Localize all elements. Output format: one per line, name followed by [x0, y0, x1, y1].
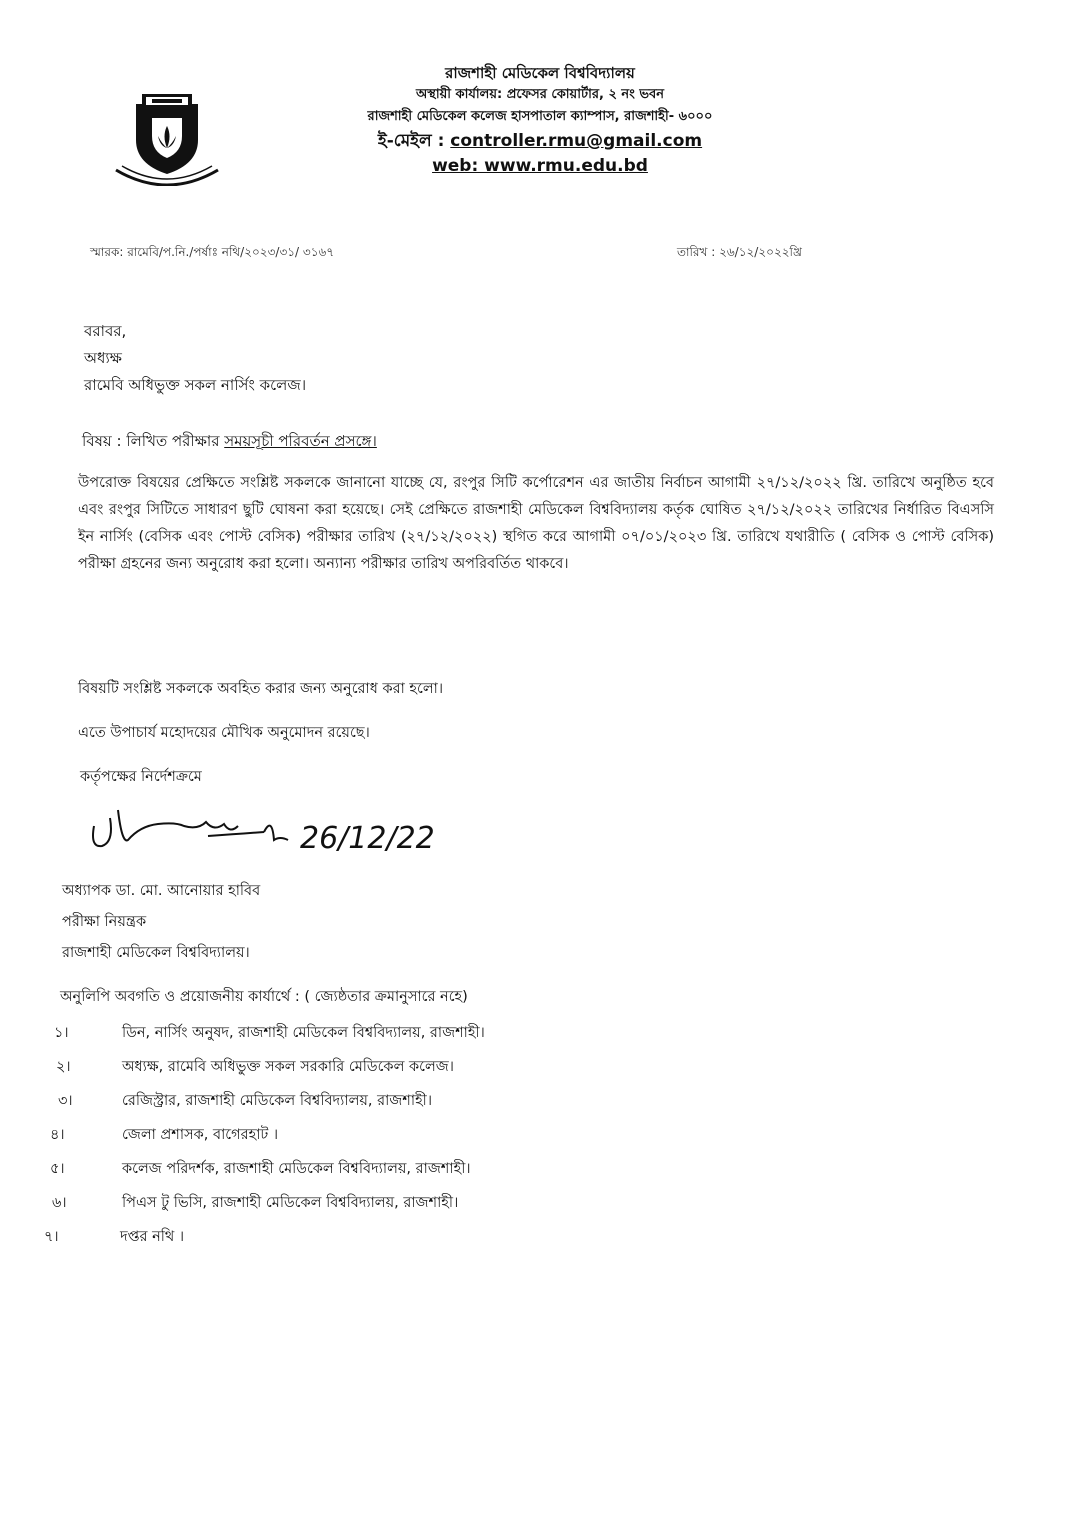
cc-list	[44, 1016, 485, 1254]
approval-paragraph: এতে উপাচার্য মহোদয়ের মৌখিক অনুমোদন রয়েছে।	[78, 725, 370, 741]
email-link[interactable]: controller.rmu@gmail.com	[450, 131, 703, 151]
recipient-title: অধ্যক্ষ	[84, 349, 122, 367]
list-text: কলেজ পরিদর্শক, রাজশাহী মেডিকেল বিশ্ববিদ্যালয়, রাজশাহী।	[122, 1161, 471, 1177]
list-item	[44, 1084, 485, 1118]
list-text: অধ্যক্ষ, রামেবি অধিভুক্ত সকল সরকারি মেডিকেল কলেজ।	[122, 1059, 454, 1075]
signer-block	[62, 876, 260, 969]
list-number: ৩।	[58, 1093, 73, 1109]
handwritten-signature	[88, 796, 488, 866]
website-link[interactable]: web: www.rmu.edu.bd	[432, 156, 648, 176]
campus-address: রাজশাহী মেডিকেল কলেজ হাসপাতাল ক্যাম্পাস, রাজশাহী- ৬০০০	[367, 109, 713, 124]
request-paragraph: বিষয়টি সংশ্লিষ্ট সকলকে অবহিত করার জন্য অনুরোধ করা হলো।	[78, 681, 444, 697]
list-number: ৭।	[44, 1229, 59, 1245]
list-number: ২।	[56, 1059, 71, 1075]
recipient-org: রামেবি অধিভুক্ত সকল নার্সিং কলেজ।	[84, 376, 307, 394]
subject-line	[82, 430, 377, 455]
list-text: ডিন, নার্সিং অনুষদ, রাজশাহী মেডিকেল বিশ্ববিদ্যালয়, রাজশাহী।	[122, 1025, 485, 1041]
list-text: রেজিস্ট্রার, রাজশাহী মেডিকেল বিশ্ববিদ্যালয়, রাজশাহী।	[122, 1093, 433, 1109]
list-number: ৪।	[50, 1127, 65, 1143]
body-paragraph: উপরোক্ত বিষয়ের প্রেক্ষিতে সংশ্লিষ্ট সকলকে জানানো যাচ্ছে যে, রংপুর সিটি কর্পোরেশন এর জাতীয় নির্বাচন আগামী ২৭/১২/২০২২ খ্রি. তারিখে অনুষ্ঠিত হবে এবং রংপুর সিটিতে সাধারণ ছুটি ঘোষনা করা হয়েছে। সেই প্রেক্ষিতে রাজশাহী মেডিকেল বিশ্ববিদ্যালয় কর্তৃক ঘোষিত ২৭/১২/২০২২ তারিখের নির্ধারিত বিএসসি ইন নার্সিং (বেসিক এবং পোস্ট বেসিক) পরীক্ষার তারিখ (২৭/১২/২০২২) স্থগিত করে আগামী ০৭/০১/২০২৩ খ্রি. তারিখে যথারীতি ( বেসিক ও পোস্ট বেসিক) পরীক্ষা গ্রহনের জন্য অনুরোধ করা হলো। অন্যান্য পরীক্ষার তারিখ অপরিবর্তিত থাকবে।	[78, 475, 994, 572]
recipient-salutation: বরাবর,	[84, 322, 127, 340]
memo-date: তারিখ : ২৬/১২/২০২২খ্রি	[677, 245, 802, 259]
memo-number: স্মারক: রামেবি/প.নি./পর্ষাঃ নথি/২০২৩/৩১/ ৩১৬৭	[90, 245, 335, 259]
email-line	[300, 128, 780, 154]
list-item	[44, 1152, 485, 1186]
list-number: ৫।	[50, 1161, 65, 1177]
cc-heading: অনুলিপি অবগতি ও প্রয়োজনীয় কার্যার্থে : ( জ্যেষ্ঠতার ক্রমানুসারে নহে)	[60, 989, 468, 1005]
subject-underlined: সময়সূচী পরিবর্তন প্রসঙ্গে।	[224, 432, 377, 450]
letterhead	[300, 62, 780, 178]
list-text: জেলা প্রশাসক, বাগেরহাট ।	[122, 1127, 279, 1143]
list-number: ১।	[54, 1025, 69, 1041]
subject-prefix: বিষয় : লিখিত পরীক্ষার	[82, 432, 220, 450]
list-number: ৬।	[52, 1195, 67, 1211]
signature-date: 26/12/22	[300, 821, 435, 856]
signer-name: অধ্যাপক ডা. মো. আনোয়ার হাবিব	[62, 883, 261, 899]
recipient-block	[84, 318, 306, 399]
list-item	[44, 1118, 485, 1152]
list-item	[44, 1050, 485, 1084]
list-item	[44, 1016, 485, 1050]
list-text: পিএস টু ভিসি, রাজশাহী মেডিকেল বিশ্ববিদ্যালয়, রাজশাহী।	[122, 1195, 459, 1211]
list-item	[44, 1186, 485, 1220]
authority-line: কর্তৃপক্ষের নির্দেশক্রমে	[80, 769, 202, 785]
university-name: রাজশাহী মেডিকেল বিশ্ববিদ্যালয়	[445, 64, 635, 82]
signer-title: পরীক্ষা নিয়ন্ত্রক	[62, 914, 147, 930]
office-address: অস্থায়ী কার্যালয়: প্রফেসর কোয়ার্টার, ২ নং ভবন	[416, 87, 664, 102]
university-logo	[112, 74, 222, 186]
list-text: দপ্তর নথি ।	[120, 1229, 185, 1245]
list-item	[44, 1220, 485, 1254]
email-label: ই-মেইল :	[377, 131, 445, 151]
signer-org: রাজশাহী মেডিকেল বিশ্ববিদ্যালয়।	[62, 945, 250, 961]
